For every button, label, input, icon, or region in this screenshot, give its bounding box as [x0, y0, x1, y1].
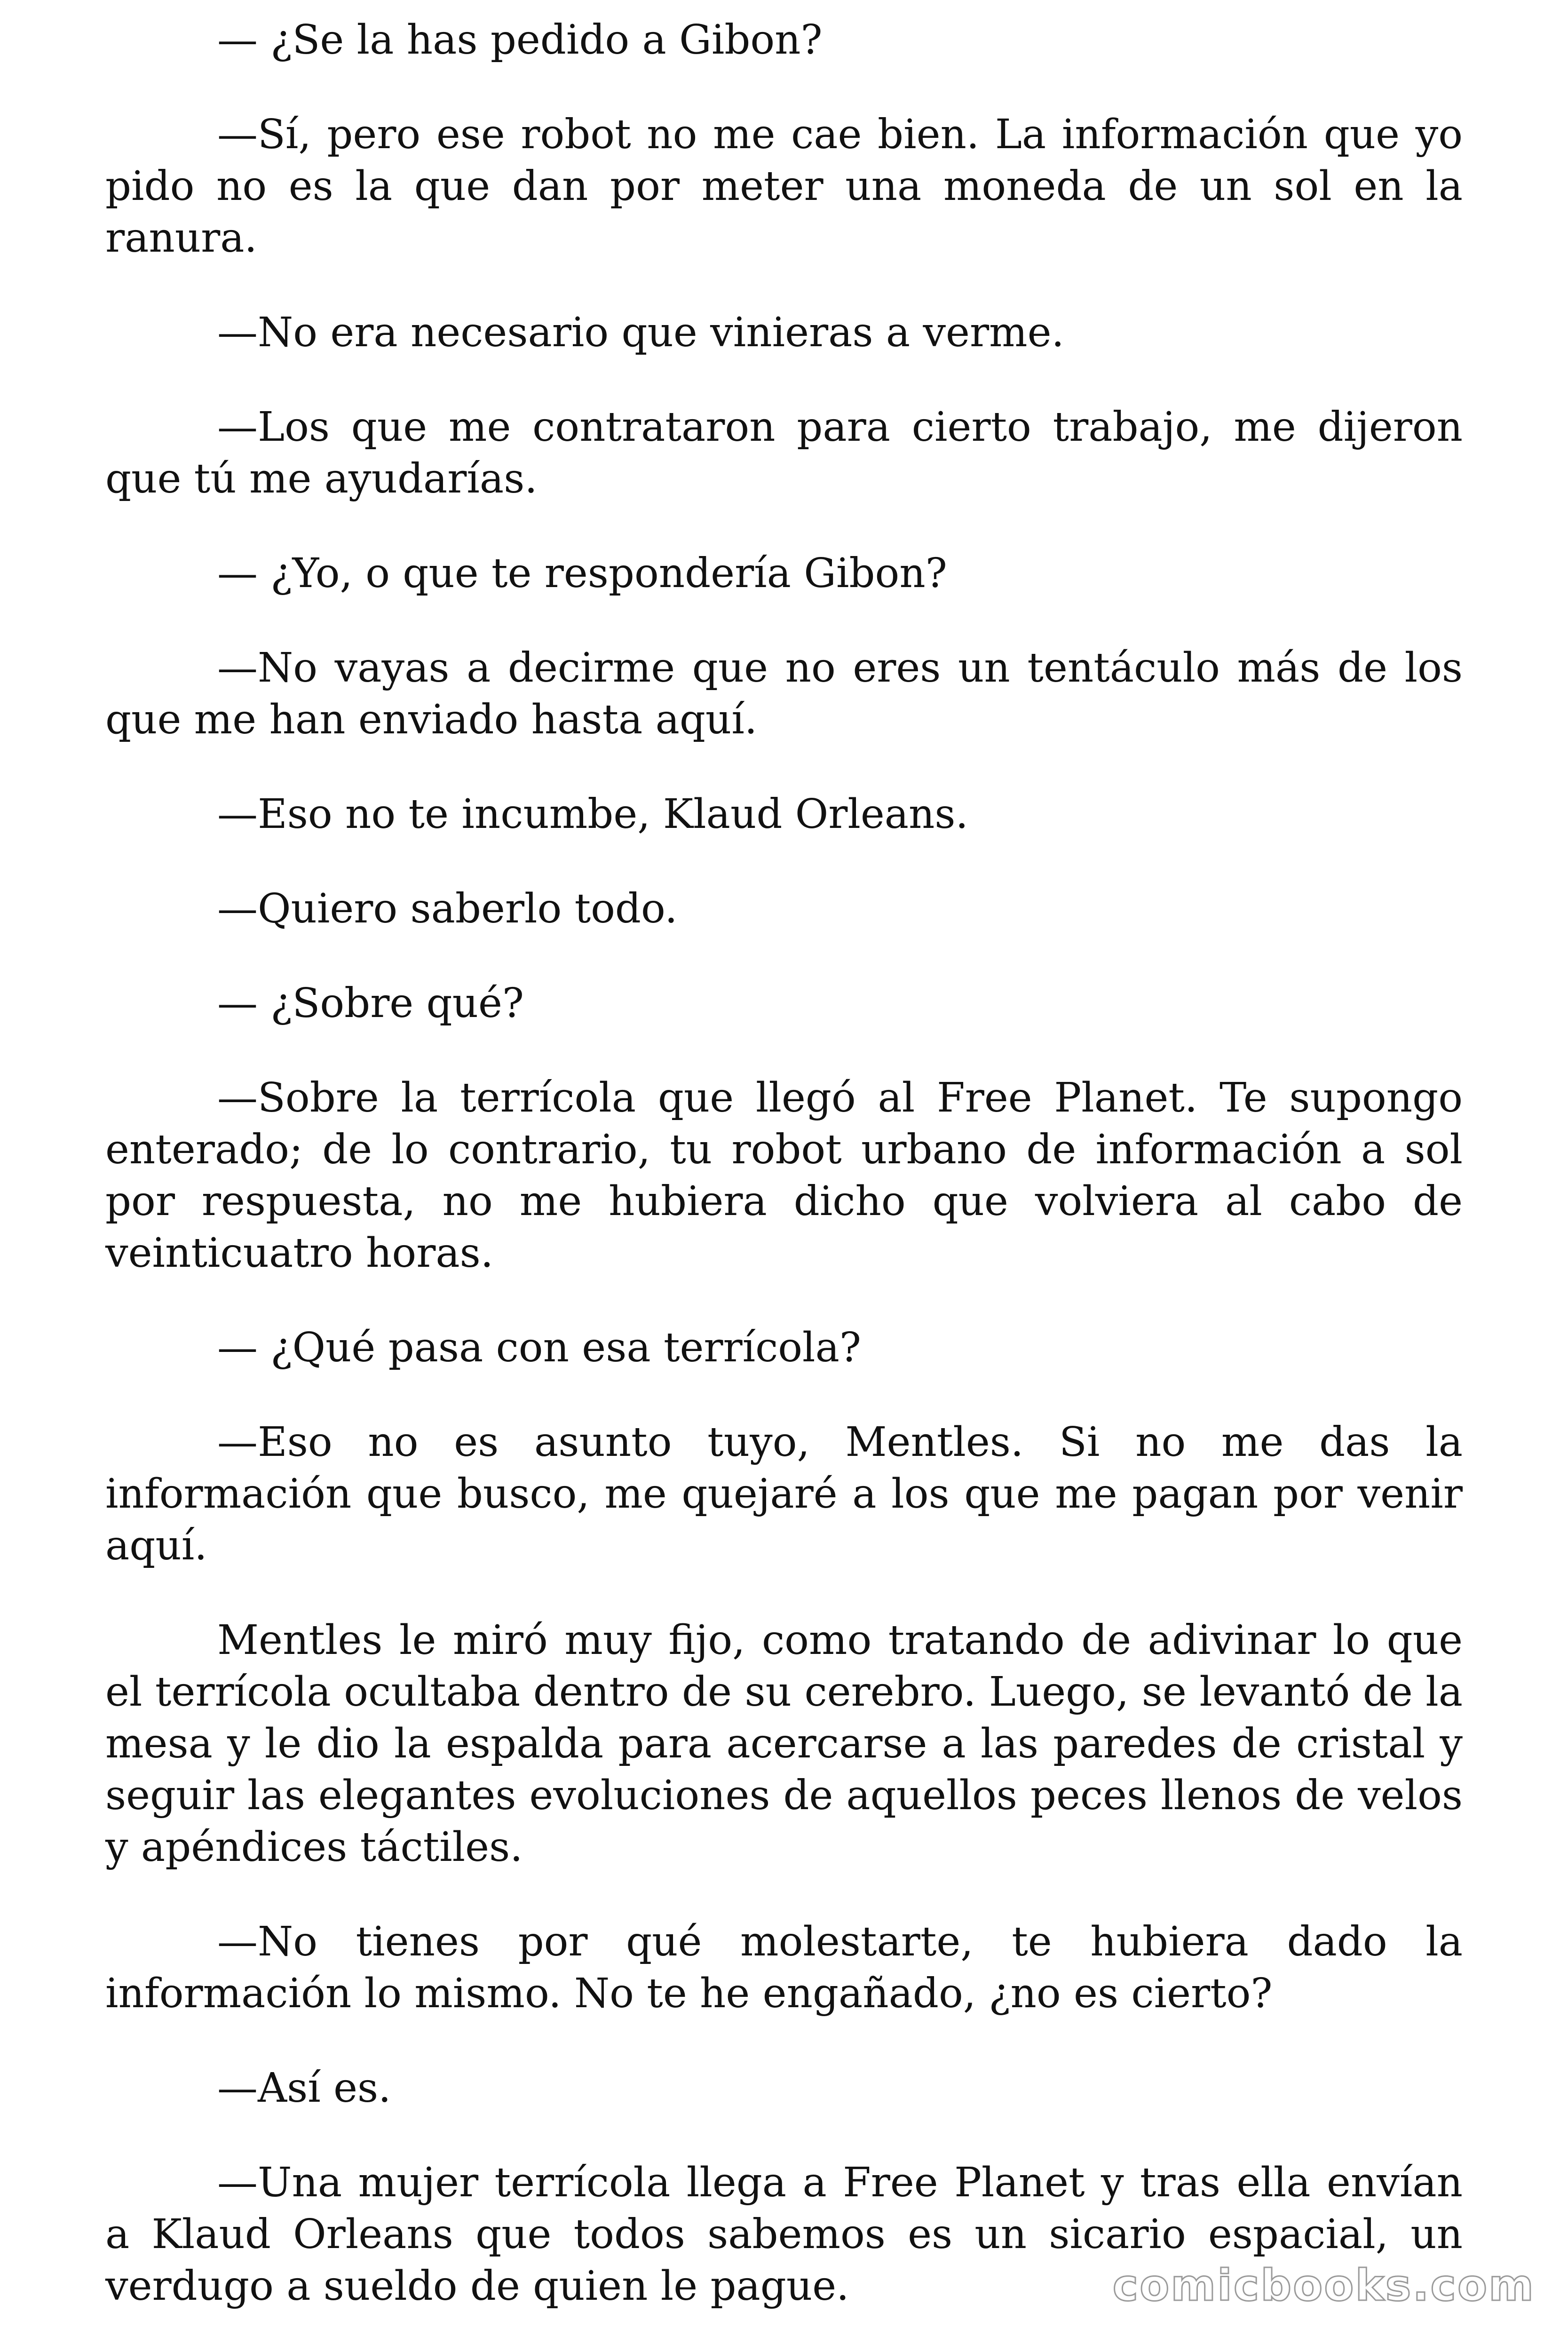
- paragraph: — ¿Sobre qué?: [217, 980, 524, 1027]
- paragraph: —Así es.: [217, 2065, 391, 2112]
- watermark: comicbooks.com: [1112, 2260, 1535, 2311]
- paragraph: —Sobre la terrícola que llegó al Free Planet. Te supongo enterado; de lo contrario, tu robot urbano de información a sol por respuesta, no me hubiera dicho que volviera al cabo de veinticuatro horas.: [105, 1074, 1463, 1277]
- paragraph: —Quiero saberlo todo.: [217, 885, 678, 932]
- paragraph: —Eso no es asunto tuyo, Mentles. Si no me das la información que busco, me quejaré a los que me pagan por venir aquí.: [105, 1419, 1463, 1569]
- paragraph: — ¿Yo, o que te respondería Gibon?: [217, 550, 947, 597]
- paragraph: —Sí, pero ese robot no me cae bien. La información que yo pido no es la que dan por meter una moneda de un sol en la ranura.: [105, 111, 1463, 262]
- paragraph: —No era necesario que vinieras a verme.: [217, 309, 1064, 356]
- paragraph: —No vayas a decirme que no eres un tentáculo más de los que me han enviado hasta aquí.: [105, 644, 1463, 743]
- paragraph: —Una mujer terrícola llega a Free Planet y tras ella envían a Klaud Orleans que todos sabemos es un sicario espacial, un verdugo a sueldo de quien le pague.: [105, 2159, 1463, 2310]
- paragraph: —Los que me contrataron para cierto trabajo, me dijeron que tú me ayudarías.: [105, 404, 1463, 502]
- paragraph: Mentles le miró muy fijo, como tratando de adivinar lo que el terrícola ocultaba dentro de su cerebro. Luego, se levantó de la mesa y le dio la espalda para acercarse a las paredes de cristal y seguir las elegantes evoluciones de aquellos peces llenos de velos y apéndices táctiles.: [105, 1617, 1463, 1871]
- paragraph: —Eso no te incumbe, Klaud Orleans.: [217, 791, 968, 838]
- paragraph: — ¿Se la has pedido a Gibon?: [217, 16, 823, 64]
- paragraph: —No tienes por qué molestarte, te hubiera dado la información lo mismo. No te he engañado, ¿no es cierto?: [105, 1918, 1463, 2017]
- paragraph: — ¿Qué pasa con esa terrícola?: [217, 1324, 861, 1371]
- document-page: [105, 14, 1463, 2352]
